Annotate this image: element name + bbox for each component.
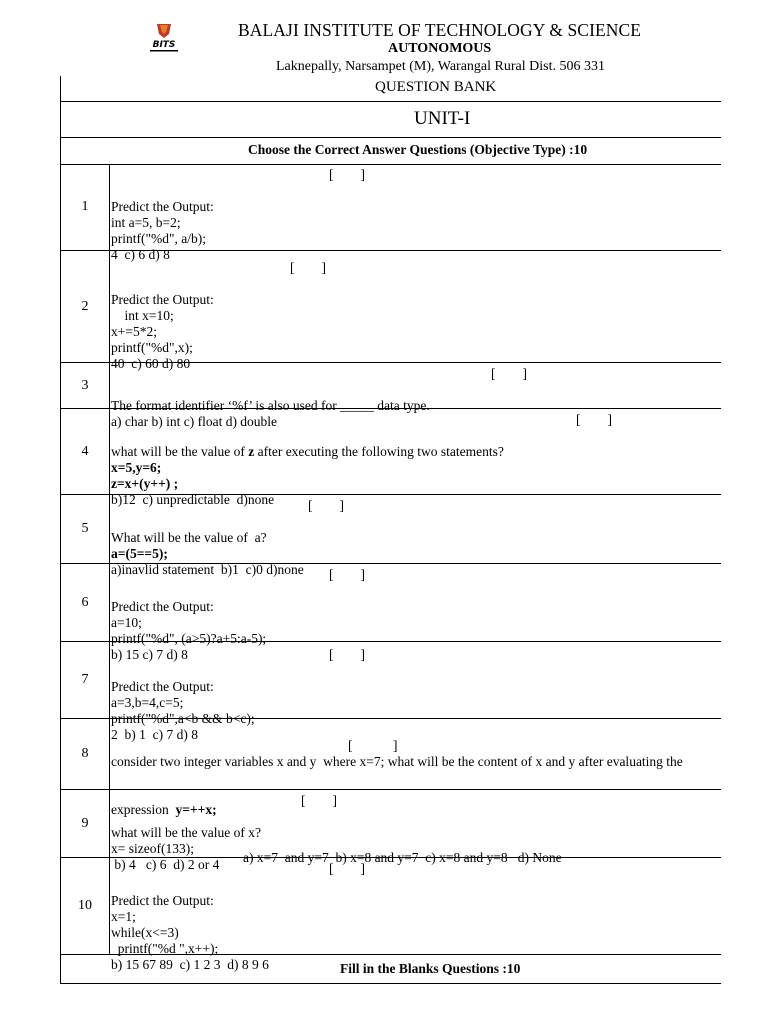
question-bank-row [61, 76, 721, 102]
question-text: what will be the value of x? x= sizeof(133); b) 4 c) 6 d) 2 or 4 [111, 825, 261, 872]
answer-bracket: [ ] [308, 498, 344, 513]
question-row [61, 564, 721, 662]
question-number: 2 [61, 251, 110, 362]
question-row [61, 251, 721, 371]
question-number: 1 [61, 164, 110, 250]
section-header-objective [61, 137, 721, 165]
autonomous-label: AUTONOMOUS [388, 41, 492, 56]
question-number: 5 [61, 495, 110, 563]
logo-text: BITS [152, 40, 176, 50]
question-table [60, 76, 721, 984]
answer-bracket: [ ] [576, 412, 612, 427]
question-text: what will be the value of z after executing the following two statements? x=5,y=6; z=x+(y++) ; b)12 c) unpredictable d)none [111, 444, 504, 507]
unit-title: UNIT-I [414, 108, 471, 129]
answer-bracket: [ ] [290, 260, 326, 275]
answer-bracket: [ ] [329, 167, 365, 182]
question-number: 7 [61, 642, 110, 718]
question-row [61, 164, 721, 262]
question-number: 4 [61, 409, 110, 494]
answer-bracket: [ ] [329, 861, 365, 876]
question-number: 3 [61, 363, 110, 408]
question-row [61, 495, 721, 577]
question-text: The format identifier ‘%f’ is also used for _____ data type. a) char b) int c) float d) double [111, 398, 430, 429]
question-text: Predict the Output: int a=5, b=2; printf("%d", a/b); 4 c) 6 d) 8 [111, 199, 214, 262]
question-row [61, 409, 721, 507]
answer-bracket: [ ] [348, 738, 398, 753]
question-number: 10 [61, 858, 110, 954]
question-row [61, 790, 721, 872]
question-text: Predict the Output: int x=10; x+=5*2; printf("%d",x); 40 c) 60 d) 80 [111, 292, 214, 371]
bits-logo [144, 22, 184, 56]
question-number: 9 [61, 790, 110, 857]
question-row [61, 363, 721, 429]
section-title: Fill in the Blanks Questions :10 [340, 961, 521, 976]
institute-name: BALAJI INSTITUTE OF TECHNOLOGY & SCIENCE [238, 20, 642, 40]
section-title: Choose the Correct Answer Questions (Objective Type) :10 [248, 142, 588, 157]
unit-row [61, 101, 721, 138]
question-text: consider two integer variables x and y where x=7; what will be the content of x and y after evaluating the expression y=++x; a) x=7 and y=7 b) x=8 and y=7 c) x=8 and y=8 d) None [111, 754, 683, 865]
question-number: 6 [61, 564, 110, 641]
question-number: 8 [61, 719, 110, 789]
question-row [61, 642, 721, 742]
question-text: Predict the Output: x=1; while(x<=3) printf("%d ",x++); b) 15 67 89 c) 1 2 3 d) 8 9 6 [111, 893, 269, 972]
question-text: Predict the Output: a=3,b=4,c=5; printf("%d",a<b && b<c); 2 b) 1 c) 7 d) 8 [111, 679, 255, 742]
answer-bracket: [ ] [329, 567, 365, 582]
question-bank-title: QUESTION BANK [375, 79, 497, 95]
section-header-fill-blanks [61, 955, 721, 984]
answer-bracket: [ ] [329, 647, 365, 662]
institute-address: Laknepally, Narsampet (M), Warangal Rural Dist. 506 331 [276, 59, 605, 74]
document-header [0, 0, 768, 78]
answer-bracket: [ ] [301, 793, 337, 808]
question-text: Predict the Output: a=10; printf("%d", (a>5)?a+5:a-5); b) 15 c) 7 d) 8 [111, 599, 267, 662]
question-text: What will be the value of a? a=(5==5); a)inavlid statement b)1 c)0 d)none [111, 530, 304, 577]
answer-bracket: [ ] [491, 366, 527, 381]
